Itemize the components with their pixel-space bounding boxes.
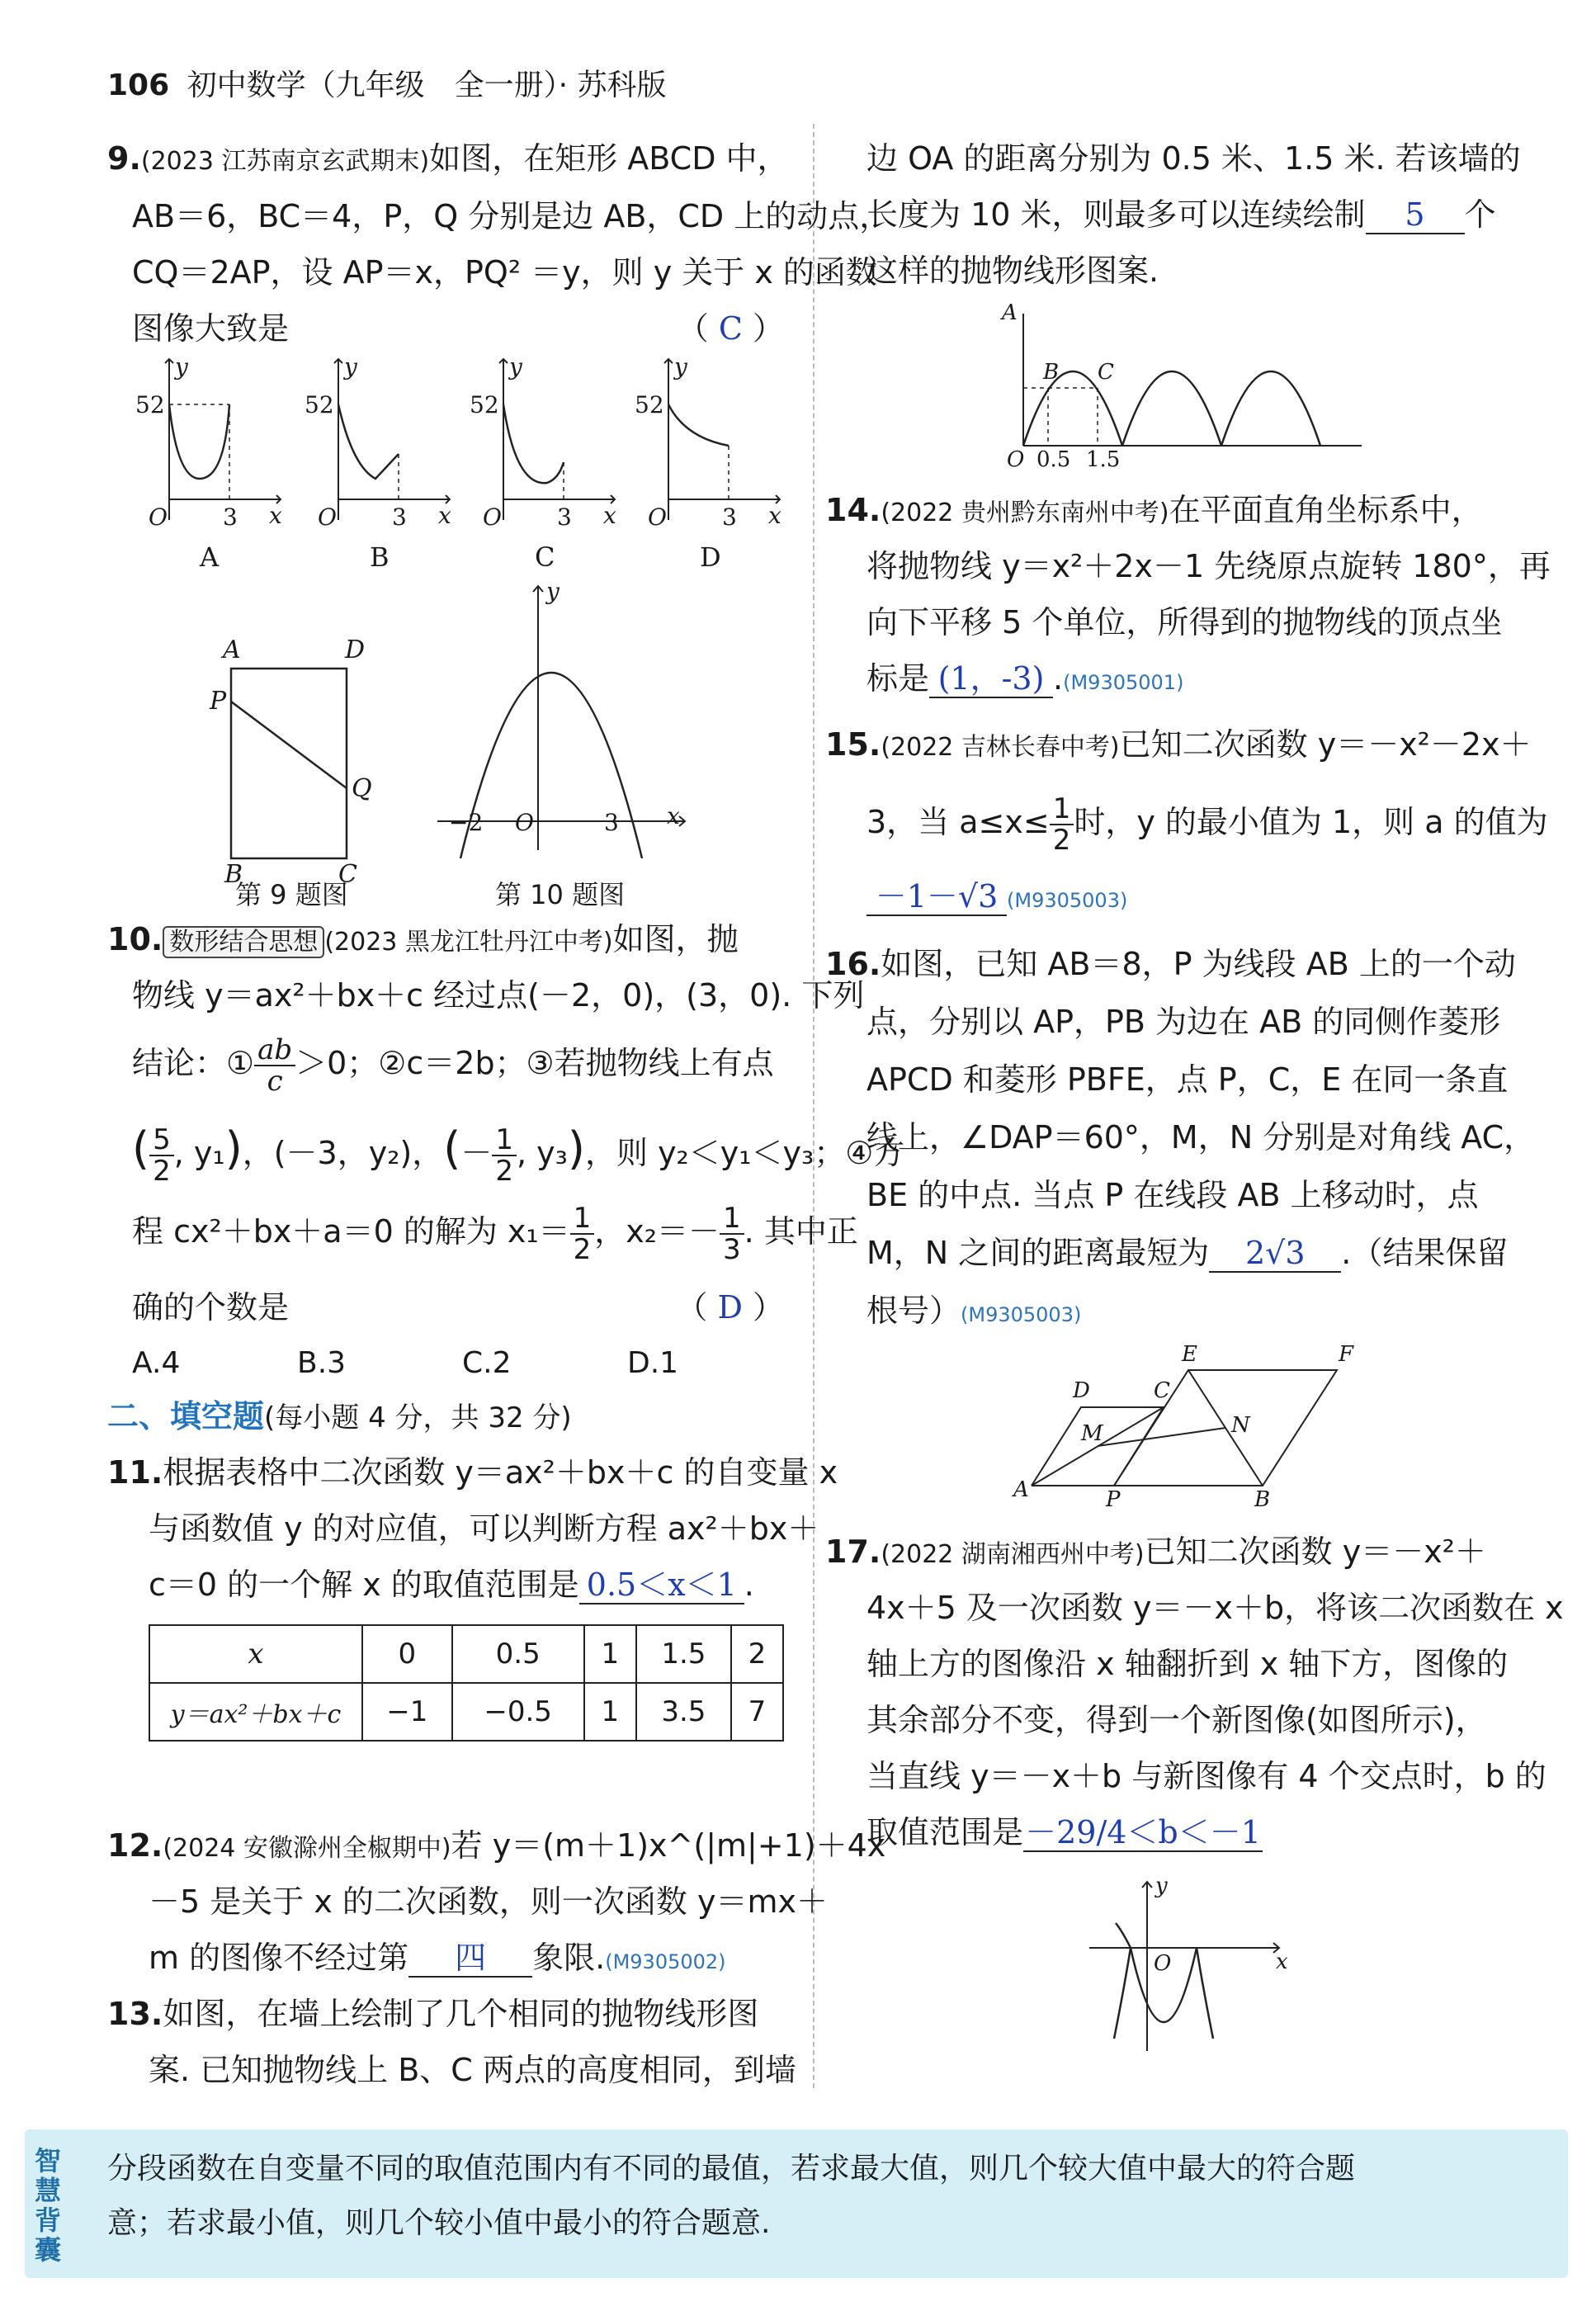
- q12-text1: 若 y＝(m＋1)x^(|m|+1)＋4x: [451, 1827, 886, 1864]
- q12-answer-blank: [408, 1940, 532, 1978]
- q9-rect-q: Q: [352, 774, 372, 803]
- q15-number: 15.: [825, 726, 881, 763]
- section2-heading: [107, 1398, 572, 1436]
- q9-a-y: y: [175, 353, 188, 380]
- tip-tag: 智慧背囊: [35, 2145, 62, 2266]
- q13-number: 13.: [107, 1996, 163, 2032]
- q16-line7: [866, 1293, 1081, 1333]
- q17-source: (2022 湖南湘西州中考): [881, 1540, 1145, 1569]
- q16-code: (M9305003): [961, 1303, 1082, 1326]
- q16-text1: 如图，已知 AB＝8，P 为线段 AB 上的一个动: [881, 946, 1516, 982]
- q9-graph-labels: [124, 355, 800, 578]
- q11-table-value-row: [149, 1683, 783, 1741]
- q10-x2-den: 3: [723, 1232, 741, 1266]
- q10-option-a: A.4: [132, 1346, 181, 1380]
- q17-line6: [866, 1814, 1263, 1852]
- q16-fig-f: F: [1339, 1342, 1354, 1367]
- q11-number: 11.: [107, 1454, 163, 1491]
- q12-source: (2024 安徽滁州全椒期中): [163, 1834, 451, 1863]
- q14-answer: (1，-3): [937, 660, 1045, 697]
- book-title: 初中数学（九年级 全一册）· 苏科版: [187, 69, 667, 102]
- q13-fig-o: O: [1007, 447, 1025, 472]
- q9-option-d-label: D: [700, 541, 721, 573]
- q16-fig-labels: [1007, 1342, 1370, 1519]
- q17-number: 17.: [825, 1534, 881, 1570]
- q15-text2a: 3，当 a≤x≤: [866, 804, 1050, 840]
- q17-answer: －29/4＜b＜－1: [1025, 1814, 1261, 1850]
- q11-th-4: 1.5: [636, 1625, 731, 1683]
- q9-line4: 图像大致是 （ C ）: [132, 310, 784, 347]
- q14-text4a: 标是: [866, 660, 930, 697]
- q16-fig-n: N: [1231, 1413, 1250, 1438]
- q10-frac-ab-c: [254, 1035, 295, 1096]
- q16-answer-blank: [1209, 1235, 1341, 1273]
- q11-td-3: 1: [584, 1683, 636, 1741]
- q10-fig-o: O: [515, 809, 534, 836]
- q16-number: 16.: [825, 946, 881, 982]
- q17-answer-blank: [1023, 1814, 1263, 1852]
- q13-fig-15: 1.5: [1086, 447, 1121, 472]
- q10-options: [132, 1345, 678, 1382]
- q12-line3: [149, 1940, 726, 1980]
- q9-a-x: x: [269, 502, 282, 529]
- q9-fig-caption: 第 9 题图: [235, 879, 348, 910]
- q17-line5: 当直线 y＝－x＋b 与新图像有 4 个交点时，b 的: [866, 1758, 1546, 1794]
- q11-table-header-row: [149, 1625, 783, 1683]
- q14-code: (M9305001): [1063, 671, 1184, 694]
- q14-line1: [825, 492, 1483, 532]
- q9-line2: AB＝6，BC＝4，P，Q 分别是边 AB，CD 上的动点，: [132, 198, 891, 234]
- q9-c-x: x: [603, 502, 616, 529]
- q15-answer-blank: [866, 878, 1007, 916]
- q9-text1: 如图，在矩形 ABCD 中，: [429, 140, 789, 177]
- q10-x1-den: 2: [573, 1232, 592, 1266]
- q9-line3: CQ＝2AP，设 AP＝x，PQ² ＝y，则 y 关于 x 的函数: [132, 254, 877, 291]
- q10-line1: [107, 921, 739, 961]
- q9-number: 9.: [107, 140, 141, 177]
- q17-fig-y: y: [1155, 1874, 1168, 1898]
- q16-fig-m: M: [1081, 1421, 1103, 1446]
- q10-text3b: ＞0；②c＝2b；③若抛物线上有点: [295, 1045, 774, 1081]
- q10-p3-num: 1: [492, 1125, 517, 1156]
- q13-answer-blank: [1366, 196, 1465, 234]
- q9-rect-c: C: [338, 860, 357, 889]
- q10-text3a: 结论：①: [132, 1045, 255, 1081]
- q11-th-x: x: [149, 1625, 362, 1683]
- q14-source: (2022 贵州黔东南州中考): [881, 499, 1169, 527]
- q10-fig-3: 3: [604, 809, 619, 836]
- q9-a-o: O: [149, 503, 168, 531]
- q11-line3: c＝0 的一个解 x 的取值范围是 0.5＜x＜1 .: [149, 1567, 754, 1603]
- q17-line2: 4x＋5 及一次函数 y＝－x＋b，将该二次函数在 x: [866, 1590, 1564, 1626]
- q10-option-d: D.1: [627, 1346, 679, 1380]
- q15-line1: [825, 726, 1532, 766]
- q16-line6: [866, 1235, 1508, 1273]
- q17-line4: 其余部分不变，得到一个新图像(如图所示)，: [866, 1702, 1487, 1738]
- q9-b-3: 3: [392, 503, 407, 531]
- q12-number: 12.: [107, 1827, 163, 1864]
- q15-text1: 已知二次函数 y＝－x²－2x＋: [1119, 726, 1532, 763]
- q11-th-3: 1: [584, 1625, 636, 1683]
- q13-line3: 边 OA 的距离分别为 0.5 米、1.5 米. 若该墙的: [866, 140, 1521, 177]
- page-header: [107, 68, 667, 104]
- tip-line2: 意；若求最小值，则几个较小值中最小的符合题意.: [107, 2206, 771, 2240]
- q15-frac: [1050, 794, 1074, 855]
- q12-line2: －5 是关于 x 的二次函数，则一次函数 y＝mx＋: [149, 1883, 828, 1920]
- q11-td-5: 7: [731, 1683, 783, 1741]
- q14-line2: 将抛物线 y＝x²＋2x－1 先绕原点旋转 180°，再: [866, 548, 1551, 584]
- q16-fig-p: P: [1106, 1487, 1121, 1512]
- q9-b-y: y: [344, 353, 357, 380]
- q14-answer-blank: [929, 660, 1053, 698]
- q16-line3: APCD 和菱形 PBFE，点 P，C，E 在同一条直: [866, 1061, 1509, 1098]
- q17-line3: 轴上方的图像沿 x 轴翻折到 x 轴下方，图像的: [866, 1646, 1509, 1682]
- q13-line5: 这样的抛物线形图案.: [866, 253, 1159, 289]
- q12-line1: [107, 1827, 885, 1867]
- q10-text4: ，则 y₂＜y₁＜y₃；④方: [584, 1135, 905, 1171]
- q10-p3-den: 2: [495, 1154, 514, 1188]
- tip-line1: 分段函数在自变量不同的取值范围内有不同的最值，若求最大值，则几个较大值中最大的符合题: [107, 2152, 1356, 2186]
- q11-line1: [107, 1454, 838, 1491]
- q10-fig-neg2: −2: [449, 809, 484, 836]
- q10-p1-frac: [149, 1122, 174, 1188]
- q13-answer: 5: [1405, 196, 1425, 233]
- q10-p3-frac: [492, 1122, 517, 1188]
- q9-b-o: O: [318, 503, 337, 531]
- q10-frac1-num: ab: [254, 1035, 295, 1066]
- q13-text4b: 个: [1464, 196, 1496, 233]
- q10-fig-y: y: [546, 578, 560, 605]
- q13-fig-b: B: [1043, 360, 1060, 385]
- q9-d-3: 3: [722, 503, 737, 531]
- q10-line4: ( $\frac{5}{2}$ , y₁)，(－3，y₂)，(－ $\frac{1}{2}$ , y₃)，则 y₂＜y₁＜y₃；④方: [132, 1122, 905, 1188]
- q14-text1: 在平面直角坐标系中，: [1169, 492, 1483, 528]
- q13-fig-05: 0.5: [1036, 447, 1071, 472]
- q16-line2: 点，分别以 AP，PB 为边在 AB 的同侧作菱形: [866, 1004, 1501, 1040]
- q15-code: (M9305003): [1007, 889, 1128, 912]
- q16-line1: [825, 946, 1516, 982]
- q10-x2-frac: [720, 1203, 744, 1264]
- q10-frac1-den: c: [267, 1064, 283, 1098]
- q10-source: (2023 黑龙江牡丹江中考): [324, 928, 613, 957]
- q11-td-2: −0.5: [452, 1683, 584, 1741]
- q11-answer: 0.5＜x＜1: [586, 1567, 737, 1603]
- q10-text5b: ，x₂＝－: [594, 1213, 720, 1250]
- q16-fig-b: B: [1254, 1487, 1271, 1512]
- q16-fig-c: C: [1154, 1378, 1170, 1403]
- q16-fig-d: D: [1073, 1378, 1090, 1403]
- q10-x1-frac: [570, 1203, 595, 1264]
- q9-c-52: 52: [470, 391, 499, 418]
- q9-option-b-label: B: [370, 541, 390, 573]
- q15-source: (2022 吉林长春中考): [881, 733, 1120, 762]
- q10-p2: (－3，y₂): [273, 1135, 413, 1171]
- q11-th-1: 0: [362, 1625, 452, 1683]
- q11-td-4: 3.5: [636, 1683, 731, 1741]
- q16-fig-e: E: [1182, 1342, 1197, 1367]
- q10-fig-labels: [429, 578, 693, 858]
- q10-text1: 如图，抛: [612, 921, 739, 957]
- q13-text1: 如图，在墙上绘制了几个相同的抛物线形图: [163, 1996, 759, 2032]
- column-divider: [813, 124, 815, 2088]
- q10-p1-tail: , y₁: [173, 1135, 225, 1171]
- q9-a-3: 3: [223, 503, 238, 531]
- q10-text5a: 程 cx²＋bx＋a＝0 的解为 x₁＝: [132, 1213, 570, 1250]
- q11-answer-blank: [579, 1567, 744, 1604]
- q13-line1: [107, 1996, 758, 2032]
- q9-answer: C: [718, 310, 743, 347]
- q10-fig-caption: 第 10 题图: [495, 879, 626, 910]
- q16-line5: BE 的中点. 当点 P 在线段 AB 上移动时，点: [866, 1177, 1479, 1213]
- q15-frac-den: 2: [1052, 823, 1071, 857]
- q10-option-c: C.2: [462, 1346, 512, 1380]
- q10-p1-num: 5: [149, 1125, 174, 1156]
- q16-line4: 线上，∠DAP＝60°，M，N 分别是对角线 AC，: [866, 1119, 1536, 1156]
- q11-value-table: [149, 1624, 784, 1742]
- q10-answer: D: [717, 1289, 743, 1326]
- q15-text2b: 时，y 的最小值为 1，则 a 的值为: [1074, 804, 1548, 840]
- q11-td-1: −1: [362, 1683, 452, 1741]
- q16-text6b: .（结果保留: [1341, 1235, 1509, 1271]
- q9-rect-p: P: [210, 687, 227, 716]
- q9-c-3: 3: [557, 503, 572, 531]
- q14-line4: 标是 (1，-3) .(M9305001): [866, 660, 1184, 697]
- q11-line2: 与函数值 y 的对应值，可以判断方程 ax²＋bx＋: [149, 1510, 819, 1547]
- q11-text3: c＝0 的一个解 x 的取值范围是: [149, 1567, 579, 1603]
- q12-code: (M9305002): [605, 1950, 726, 1973]
- q15-frac-num: 1: [1050, 794, 1074, 825]
- q9-option-c-label: C: [535, 541, 555, 573]
- q14-line3: 向下平移 5 个单位，所得到的抛物线的顶点坐: [866, 604, 1503, 640]
- q16-text7: 根号）: [866, 1293, 961, 1329]
- q17-text6a: 取值范围是: [866, 1814, 1024, 1850]
- q16-answer: 2√3: [1245, 1235, 1306, 1271]
- q11-td-y: y＝ax²＋bx＋c: [149, 1683, 362, 1741]
- q10-text6: 确的个数是: [132, 1289, 290, 1326]
- q10-line5: [132, 1198, 858, 1264]
- q15-line3: [866, 878, 1127, 919]
- q9-d-y: y: [674, 353, 687, 380]
- q10-p1-den: 2: [153, 1154, 171, 1188]
- q15-line2: [866, 789, 1548, 855]
- q12-answer: 四: [455, 1940, 487, 1976]
- q10-number: 10.: [107, 921, 163, 957]
- q13-fig-labels: [1002, 300, 1370, 472]
- q15-answer: －1－√3: [875, 878, 999, 914]
- q9-text4: 图像大致是: [132, 310, 290, 347]
- q9-d-o: O: [648, 503, 667, 531]
- q10-fig-x: x: [667, 802, 680, 829]
- q11-th-5: 2: [731, 1625, 783, 1683]
- q10-text5c: . 其中正: [744, 1213, 858, 1250]
- q13-line2: 案. 已知抛物线上 B、C 两点的高度相同，到墙: [149, 2052, 796, 2088]
- q17-fig-labels: [1081, 1874, 1296, 2063]
- q9-option-a-label: A: [200, 541, 220, 573]
- section2-note: (每小题 4 分，共 32 分): [264, 1401, 572, 1434]
- q9-d-52: 52: [635, 391, 664, 418]
- q10-tag: 数形结合思想: [163, 926, 324, 958]
- q9-c-o: O: [483, 503, 502, 531]
- q9-b-52: 52: [305, 391, 334, 418]
- q9-line1: [107, 140, 789, 180]
- q9-rect-b: B: [224, 860, 243, 889]
- q16-text6a: M，N 之间的距离最短为: [866, 1235, 1210, 1271]
- q13-text4a: 长度为 10 米，则最多可以连续绘制: [866, 196, 1366, 233]
- q17-text1: 已知二次函数 y＝－x²＋: [1144, 1534, 1486, 1570]
- q10-line2: 物线 y＝ax²＋bx＋c 经过点(－2，0)，(3，0). 下列: [132, 977, 865, 1014]
- q9-c-y: y: [509, 353, 522, 380]
- q9-rect-labels: [206, 636, 388, 891]
- q10-option-b: B.3: [297, 1346, 347, 1380]
- q9-b-x: x: [438, 502, 451, 529]
- q11-th-2: 0.5: [452, 1625, 584, 1683]
- q13-fig-c: C: [1098, 360, 1114, 385]
- q14-number: 14.: [825, 492, 881, 528]
- q9-rect-a: A: [223, 636, 241, 664]
- q10-p3-tail: , y₃: [517, 1135, 568, 1171]
- q12-text3a: m 的图像不经过第: [149, 1940, 409, 1976]
- q9-d-x: x: [768, 502, 781, 529]
- q13-fig-a: A: [1002, 300, 1018, 325]
- page-number: 106: [107, 69, 170, 102]
- section2-title: 二、填空题: [107, 1398, 265, 1434]
- q11-text1: 根据表格中二次函数 y＝ax²＋bx＋c 的自变量 x: [163, 1454, 838, 1491]
- q9-rect-d: D: [345, 636, 366, 664]
- q17-fig-x: x: [1276, 1949, 1288, 1974]
- q9-source: (2023 江苏南京玄武期末): [140, 147, 430, 176]
- q16-fig-a: A: [1013, 1477, 1029, 1502]
- q13-line4: [866, 196, 1496, 234]
- q17-line1: [825, 1534, 1486, 1573]
- q10-x1-num: 1: [570, 1203, 595, 1235]
- q10-line3: [132, 1030, 774, 1096]
- q9-a-52: 52: [135, 391, 165, 418]
- q12-text3b: 象限.: [532, 1940, 606, 1976]
- q10-x2-num: 1: [720, 1203, 744, 1235]
- q17-fig-o: O: [1154, 1951, 1172, 1976]
- q10-line6: 确的个数是 （ D ）: [132, 1289, 784, 1326]
